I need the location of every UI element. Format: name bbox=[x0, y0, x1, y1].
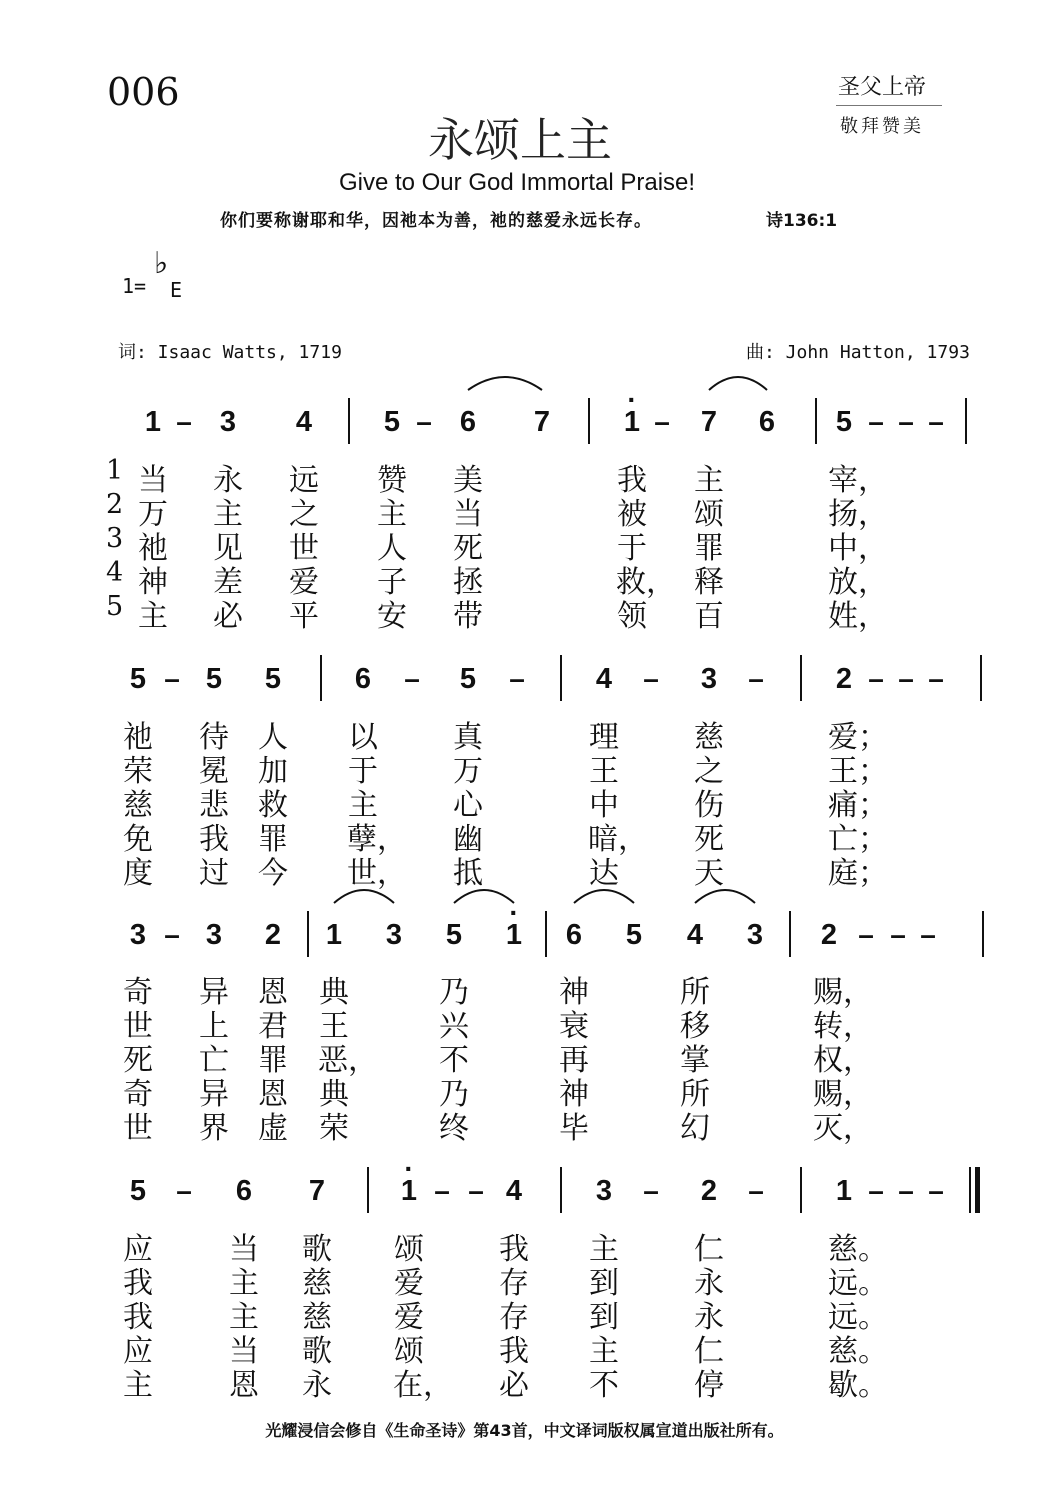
sustain-dash: – bbox=[434, 1175, 450, 1206]
sustain-dash: – bbox=[164, 663, 180, 694]
verse-number: 1 bbox=[106, 455, 124, 486]
key-signature-prefix: 1= bbox=[122, 274, 147, 298]
note: 4 bbox=[295, 406, 313, 438]
lyric-syllable: 罪 bbox=[258, 1043, 288, 1078]
lyric-syllable: 见 bbox=[213, 531, 243, 566]
lyric-syllable: 释 bbox=[694, 565, 724, 600]
lyric-syllable: 主 bbox=[377, 497, 407, 532]
note: 5 bbox=[835, 406, 853, 438]
lyric-syllable: 存 bbox=[499, 1266, 529, 1301]
lyric-syllable: 之 bbox=[694, 754, 724, 789]
lyric-syllable: 奇 bbox=[123, 1077, 153, 1112]
lyric-syllable: 权， bbox=[813, 1043, 873, 1078]
lyric-syllable: 王； bbox=[828, 754, 888, 789]
note: 1 bbox=[505, 919, 523, 951]
lyric-syllable: 伤 bbox=[694, 788, 724, 823]
lyric-syllable: 姓， bbox=[828, 599, 888, 634]
lyric-syllable: 歌 bbox=[302, 1232, 332, 1267]
lyric-syllable: 救， bbox=[616, 565, 676, 600]
lyric-syllable: 暗， bbox=[588, 822, 648, 857]
note: 2 bbox=[264, 919, 282, 951]
sustain-dash: – bbox=[890, 919, 906, 950]
lyric-syllable: 主 bbox=[229, 1266, 259, 1301]
lyric-syllable: 领 bbox=[617, 599, 647, 634]
lyric-syllable: 差 bbox=[213, 565, 243, 600]
note: 3 bbox=[205, 919, 223, 951]
lyric-syllable: 庭； bbox=[828, 856, 888, 891]
lyric-syllable: 永 bbox=[302, 1368, 332, 1403]
sustain-dash: – bbox=[928, 1175, 944, 1206]
lyric-syllable: 悲 bbox=[199, 788, 229, 823]
slur bbox=[695, 890, 755, 903]
lyric-syllable: 达 bbox=[589, 856, 619, 891]
lyric-syllable: 赐， bbox=[813, 1077, 873, 1112]
note: 1 bbox=[623, 406, 641, 438]
lyric-syllable: 神 bbox=[559, 975, 589, 1010]
lyric-syllable: 亡 bbox=[199, 1043, 229, 1078]
category-sub: 敬拜赞美 bbox=[840, 116, 924, 137]
lyric-syllable: 永 bbox=[694, 1266, 724, 1301]
lyric-syllable: 心 bbox=[453, 788, 483, 823]
lyric-syllable: 到 bbox=[589, 1266, 619, 1301]
lyric-syllable: 异 bbox=[199, 1077, 229, 1112]
note: 1 bbox=[400, 1175, 418, 1207]
lyric-syllable: 主 bbox=[138, 599, 168, 634]
note: 5 bbox=[264, 663, 282, 695]
lyric-syllable: 死 bbox=[123, 1043, 153, 1078]
hymn-number: 006 bbox=[107, 70, 180, 114]
lyric-syllable: 主 bbox=[213, 497, 243, 532]
note: 6 bbox=[459, 406, 477, 438]
lyric-syllable: 免 bbox=[123, 822, 153, 857]
lyric-syllable: 世 bbox=[289, 531, 319, 566]
lyric-syllable: 拯 bbox=[453, 565, 483, 600]
note: 5 bbox=[445, 919, 463, 951]
note: 3 bbox=[219, 406, 237, 438]
note: 5 bbox=[459, 663, 477, 695]
lyric-syllable: 神 bbox=[138, 565, 168, 600]
lyric-syllable: 痛； bbox=[828, 788, 888, 823]
verse-number: 4 bbox=[106, 557, 124, 588]
lyric-syllable: 带 bbox=[453, 599, 483, 634]
category-main: 圣父上帝 bbox=[838, 75, 927, 100]
sustain-dash: – bbox=[654, 406, 670, 437]
lyric-syllable: 救 bbox=[258, 788, 288, 823]
lyric-syllable: 歌 bbox=[302, 1334, 332, 1369]
lyric-syllable: 平 bbox=[289, 599, 319, 634]
lyric-syllable: 主 bbox=[589, 1232, 619, 1267]
words-credit: 词: Isaac Watts, 1719 bbox=[118, 342, 342, 363]
scripture-verse: 你们要称谢耶和华，因祂本为善，祂的慈爱永远长存。 bbox=[220, 211, 652, 231]
lyric-syllable: 仁 bbox=[694, 1334, 724, 1369]
lyric-syllable: 必 bbox=[213, 599, 243, 634]
lyric-syllable: 典 bbox=[319, 975, 349, 1010]
lyric-syllable: 中， bbox=[828, 531, 888, 566]
lyric-syllable: 奇 bbox=[123, 975, 153, 1010]
lyric-syllable: 人 bbox=[258, 720, 288, 755]
lyric-syllable: 再 bbox=[559, 1043, 589, 1078]
lyric-syllable: 王 bbox=[319, 1009, 349, 1044]
lyric-syllable: 我 bbox=[199, 822, 229, 857]
lyric-syllable: 主 bbox=[694, 463, 724, 498]
lyric-syllable: 君 bbox=[258, 1009, 288, 1044]
lyric-syllable: 人 bbox=[377, 531, 407, 566]
title-chinese: 永颂上主 bbox=[428, 113, 612, 167]
slur bbox=[574, 890, 634, 903]
lyric-syllable: 幻 bbox=[680, 1111, 710, 1146]
lyric-syllable: 抵 bbox=[453, 856, 483, 891]
note: 7 bbox=[700, 406, 718, 438]
lyric-syllable: 放， bbox=[828, 565, 888, 600]
lyric-syllable: 慈。 bbox=[828, 1232, 888, 1267]
lyric-syllable: 当 bbox=[229, 1232, 259, 1267]
note: 2 bbox=[835, 663, 853, 695]
octave-dot: · bbox=[627, 384, 637, 415]
lyric-syllable: 永 bbox=[694, 1300, 724, 1335]
lyric-syllable: 恩 bbox=[258, 1077, 288, 1112]
lyric-syllable: 万 bbox=[453, 754, 483, 789]
lyric-syllable: 异 bbox=[199, 975, 229, 1010]
note: 6 bbox=[235, 1175, 253, 1207]
lyric-syllable: 荣 bbox=[319, 1111, 349, 1146]
lyric-syllable: 死 bbox=[694, 822, 724, 857]
lyric-syllable: 到 bbox=[589, 1300, 619, 1335]
lyric-syllable: 衰 bbox=[559, 1009, 589, 1044]
sustain-dash: – bbox=[468, 1175, 484, 1206]
lyric-syllable: 待 bbox=[199, 720, 229, 755]
lyric-syllable: 存 bbox=[499, 1300, 529, 1335]
lyric-syllable: 宰， bbox=[828, 463, 888, 498]
sustain-dash: – bbox=[898, 406, 914, 437]
sustain-dash: – bbox=[868, 1175, 884, 1206]
lyric-syllable: 世 bbox=[123, 1111, 153, 1146]
lyric-syllable: 死 bbox=[453, 531, 483, 566]
lyric-syllable: 转， bbox=[813, 1009, 873, 1044]
lyric-syllable: 世 bbox=[123, 1009, 153, 1044]
lyric-syllable: 主 bbox=[348, 788, 378, 823]
note: 4 bbox=[505, 1175, 523, 1207]
title-english: Give to Our God Immortal Praise! bbox=[338, 169, 696, 196]
slur bbox=[454, 890, 514, 903]
lyric-syllable: 之 bbox=[289, 497, 319, 532]
music-credit: 曲: John Hatton, 1793 bbox=[746, 342, 970, 363]
lyric-syllable: 移 bbox=[680, 1009, 710, 1044]
lyric-syllable: 我 bbox=[123, 1266, 153, 1301]
lyric-syllable: 度 bbox=[123, 856, 153, 891]
lyric-syllable: 扬， bbox=[828, 497, 888, 532]
lyric-syllable: 子 bbox=[377, 565, 407, 600]
sustain-dash: – bbox=[920, 919, 936, 950]
slur bbox=[334, 890, 394, 903]
lyric-syllable: 主 bbox=[589, 1334, 619, 1369]
sustain-dash: – bbox=[176, 406, 192, 437]
lyric-syllable: 神 bbox=[559, 1077, 589, 1112]
key-note: E bbox=[170, 278, 183, 302]
sustain-dash: – bbox=[748, 663, 764, 694]
sustain-dash: – bbox=[164, 919, 180, 950]
sustain-dash: – bbox=[509, 663, 525, 694]
sustain-dash: – bbox=[643, 1175, 659, 1206]
lyric-syllable: 必 bbox=[499, 1368, 529, 1403]
lyric-syllable: 所 bbox=[680, 975, 710, 1010]
lyric-syllable: 于 bbox=[617, 531, 647, 566]
lyric-syllable: 不 bbox=[589, 1368, 619, 1403]
lyric-syllable: 应 bbox=[123, 1334, 153, 1369]
lyric-syllable: 爱； bbox=[828, 720, 888, 755]
lyric-syllable: 乃 bbox=[439, 975, 469, 1010]
lyric-syllable: 仁 bbox=[694, 1232, 724, 1267]
lyric-syllable: 主 bbox=[229, 1300, 259, 1335]
lyric-syllable: 爱 bbox=[289, 565, 319, 600]
lyric-syllable: 赐， bbox=[813, 975, 873, 1010]
lyric-syllable: 在， bbox=[393, 1368, 453, 1403]
scripture-reference: 诗136:1 bbox=[766, 211, 838, 231]
lyric-syllable: 颂 bbox=[394, 1334, 424, 1369]
lyric-syllable: 亡； bbox=[828, 822, 888, 857]
note: 6 bbox=[354, 663, 372, 695]
lyric-syllable: 停 bbox=[694, 1368, 724, 1403]
lyric-syllable: 孽， bbox=[347, 822, 407, 857]
sustain-dash: – bbox=[858, 919, 874, 950]
slur bbox=[468, 377, 542, 390]
lyric-syllable: 颂 bbox=[394, 1232, 424, 1267]
lyric-syllable: 万 bbox=[138, 497, 168, 532]
flat-sign: ♭ bbox=[154, 246, 169, 281]
lyric-syllable: 百 bbox=[694, 599, 724, 634]
note: 5 bbox=[129, 1175, 147, 1207]
lyric-syllable: 过 bbox=[199, 856, 229, 891]
copyright-footer: 光耀浸信会修自《生命圣诗》第43首，中文译词版权属宣道出版社所有。 bbox=[265, 1421, 784, 1440]
note: 3 bbox=[129, 919, 147, 951]
lyric-syllable: 幽 bbox=[453, 822, 483, 857]
lyric-syllable: 于 bbox=[348, 754, 378, 789]
note: 3 bbox=[700, 663, 718, 695]
note: 2 bbox=[820, 919, 838, 951]
lyric-syllable: 主 bbox=[123, 1368, 153, 1403]
sustain-dash: – bbox=[898, 663, 914, 694]
lyric-syllable: 冕 bbox=[199, 754, 229, 789]
lyric-syllable: 当 bbox=[138, 463, 168, 498]
note: 1 bbox=[144, 406, 162, 438]
sustain-dash: – bbox=[898, 1175, 914, 1206]
lyric-syllable: 我 bbox=[499, 1232, 529, 1267]
lyric-syllable: 掌 bbox=[680, 1043, 710, 1078]
note: 7 bbox=[533, 406, 551, 438]
lyric-syllable: 王 bbox=[589, 754, 619, 789]
sustain-dash: – bbox=[416, 406, 432, 437]
lyric-syllable: 当 bbox=[453, 497, 483, 532]
lyric-syllable: 罪 bbox=[258, 822, 288, 857]
note: 5 bbox=[625, 919, 643, 951]
lyric-syllable: 终 bbox=[439, 1111, 469, 1146]
note: 5 bbox=[129, 663, 147, 695]
lyric-syllable: 爱 bbox=[394, 1300, 424, 1335]
lyric-syllable: 上 bbox=[199, 1009, 229, 1044]
sustain-dash: – bbox=[404, 663, 420, 694]
verse-number: 3 bbox=[106, 523, 124, 554]
note: 5 bbox=[383, 406, 401, 438]
note: 3 bbox=[385, 919, 403, 951]
lyric-syllable: 荣 bbox=[123, 754, 153, 789]
lyric-syllable: 界 bbox=[199, 1111, 229, 1146]
note: 6 bbox=[758, 406, 776, 438]
lyric-syllable: 我 bbox=[123, 1300, 153, 1335]
sustain-dash: – bbox=[868, 406, 884, 437]
lyric-syllable: 加 bbox=[258, 754, 288, 789]
sustain-dash: – bbox=[176, 1175, 192, 1206]
lyric-syllable: 颂 bbox=[694, 497, 724, 532]
note: 5 bbox=[205, 663, 223, 695]
lyric-syllable: 乃 bbox=[439, 1077, 469, 1112]
sustain-dash: – bbox=[643, 663, 659, 694]
lyric-syllable: 罪 bbox=[694, 531, 724, 566]
sustain-dash: – bbox=[928, 663, 944, 694]
note: 1 bbox=[325, 919, 343, 951]
note: 6 bbox=[565, 919, 583, 951]
lyric-syllable: 虚 bbox=[258, 1111, 288, 1146]
lyric-syllable: 应 bbox=[123, 1232, 153, 1267]
lyric-syllable: 今 bbox=[258, 856, 288, 891]
lyric-syllable: 灭， bbox=[813, 1111, 873, 1146]
lyric-syllable: 恶， bbox=[318, 1043, 378, 1078]
lyric-syllable: 典 bbox=[319, 1077, 349, 1112]
sustain-dash: – bbox=[928, 406, 944, 437]
lyric-syllable: 歇。 bbox=[828, 1368, 888, 1403]
note: 4 bbox=[686, 919, 704, 951]
lyric-syllable: 安 bbox=[377, 599, 407, 634]
lyric-syllable: 兴 bbox=[439, 1009, 469, 1044]
lyric-syllable: 祂 bbox=[138, 531, 168, 566]
lyric-syllable: 中 bbox=[589, 788, 619, 823]
lyric-syllable: 爱 bbox=[394, 1266, 424, 1301]
lyric-syllable: 恩 bbox=[258, 975, 288, 1010]
lyric-syllable: 慈 bbox=[302, 1300, 332, 1335]
note: 1 bbox=[835, 1175, 853, 1207]
lyric-syllable: 祂 bbox=[123, 720, 153, 755]
lyric-syllable: 远 bbox=[289, 463, 319, 498]
lyric-syllable: 慈 bbox=[302, 1266, 332, 1301]
verse-number: 2 bbox=[106, 489, 124, 520]
lyric-syllable: 以 bbox=[348, 720, 378, 755]
lyric-syllable: 理 bbox=[589, 720, 619, 755]
lyric-syllable: 慈 bbox=[123, 788, 153, 823]
lyric-syllable: 恩 bbox=[229, 1368, 259, 1403]
lyric-syllable: 我 bbox=[617, 463, 647, 498]
verse-number: 5 bbox=[106, 591, 124, 622]
lyric-syllable: 慈。 bbox=[828, 1334, 888, 1369]
note: 4 bbox=[595, 663, 613, 695]
lyric-syllable: 真 bbox=[453, 720, 483, 755]
lyric-syllable: 永 bbox=[213, 463, 243, 498]
lyric-syllable: 远。 bbox=[828, 1266, 888, 1301]
sustain-dash: – bbox=[868, 663, 884, 694]
lyric-syllable: 慈 bbox=[694, 720, 724, 755]
lyric-syllable: 美 bbox=[453, 463, 483, 498]
slur bbox=[709, 377, 767, 390]
sustain-dash: – bbox=[748, 1175, 764, 1206]
lyric-syllable: 世， bbox=[347, 856, 407, 891]
lyric-syllable: 毕 bbox=[559, 1111, 589, 1146]
lyric-syllable: 被 bbox=[617, 497, 647, 532]
note: 3 bbox=[595, 1175, 613, 1207]
note: 7 bbox=[308, 1175, 326, 1207]
lyric-syllable: 远。 bbox=[828, 1300, 888, 1335]
lyric-syllable: 不 bbox=[439, 1043, 469, 1078]
lyric-syllable: 我 bbox=[499, 1334, 529, 1369]
lyric-syllable: 天 bbox=[694, 856, 724, 891]
note: 3 bbox=[746, 919, 764, 951]
octave-dot: · bbox=[509, 897, 519, 928]
octave-dot: · bbox=[404, 1153, 414, 1184]
lyric-syllable: 赞 bbox=[377, 463, 407, 498]
note: 2 bbox=[700, 1175, 718, 1207]
lyric-syllable: 当 bbox=[229, 1334, 259, 1369]
lyric-syllable: 所 bbox=[680, 1077, 710, 1112]
